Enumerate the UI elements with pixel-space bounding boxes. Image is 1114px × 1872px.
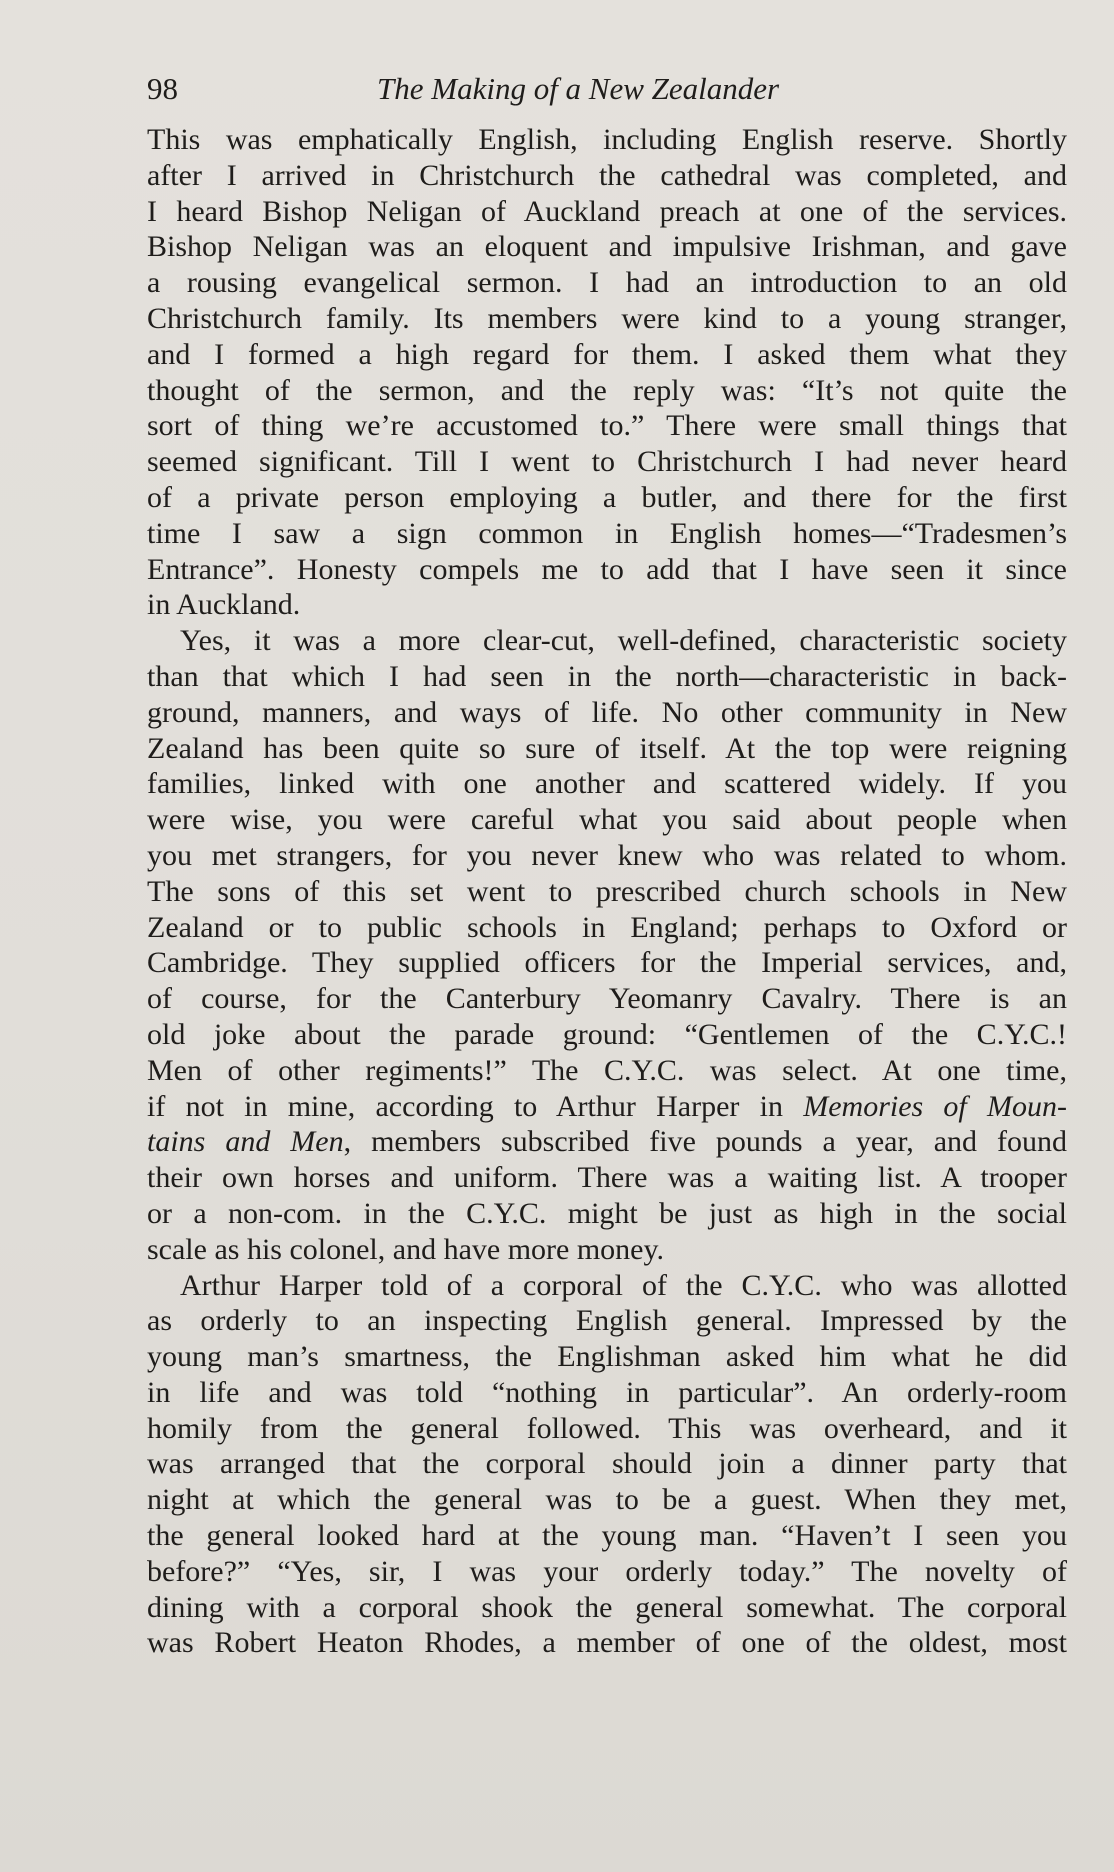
text-segment: if not in mine, according to Arthur Harper in [147, 1089, 804, 1123]
text-line: of a private person employing a butler, and there for the first [147, 480, 1067, 514]
text-line [147, 1089, 1067, 1125]
book-title-italic: Memories of Moun- [803, 1089, 1067, 1123]
text-line: time I saw a sign common in English homes—“Tradesmen’s [147, 516, 1067, 550]
book-title-italic: tains and Men [147, 1125, 344, 1159]
text-line: Men of other regiments!” The C.Y.C. was select. At one time, [147, 1053, 1067, 1087]
text-line: The sons of this set went to prescribed church schools in New [147, 874, 1067, 908]
text-line: than that which I had seen in the north—characteristic in back- [147, 659, 1067, 693]
text-line: thought of the sermon, and the reply was: “It’s not quite the [147, 373, 1067, 407]
text-line: seemed significant. Till I went to Christchurch I had never heard [147, 445, 1067, 479]
text-line: Entrance”. Honesty compels me to add that I have seen it since [147, 552, 1067, 586]
text-line: young man’s smartness, the Englishman asked him what he did [147, 1340, 1067, 1374]
text-line: This was emphatically English, including English reserve. Shortly [147, 123, 1067, 156]
running-head [147, 64, 1067, 114]
text-line: you met strangers, for you never knew who was related to whom. [147, 838, 1067, 872]
text-line: dining with a corporal shook the general somewhat. The corporal [147, 1590, 1067, 1624]
text-line: a rousing evangelical sermon. I had an introduction to an old [147, 266, 1067, 300]
text-segment: , members subscribed five pounds a year, and found [343, 1125, 1067, 1159]
text-line: Zealand or to public schools in England; perhaps to Oxford or [147, 910, 1067, 944]
text-line: night at which the general was to be a guest. When they met, [147, 1483, 1067, 1517]
text-line: Bishop Neligan was an eloquent and impulsive Irishman, and gave [147, 230, 1067, 264]
text-line: Yes, it was a more clear-cut, well-defined, characteristic society [180, 624, 1067, 658]
text-line: the general looked hard at the young man. “Haven’t I seen you [147, 1519, 1067, 1553]
running-title: The Making of a New Zealander [377, 71, 780, 106]
text-line: or a non-com. in the C.Y.C. might be just as high in the social [147, 1196, 1067, 1230]
text-line: after I arrived in Christchurch the cathedral was completed, and [147, 158, 1067, 192]
text-line: in life and was told “nothing in particular”. An orderly-room [147, 1375, 1067, 1409]
text-line: and I formed a high regard for them. I asked them what they [147, 337, 1067, 371]
text-line: Zealand has been quite so sure of itself. At the top were reigning [147, 731, 1067, 765]
text-line: I heard Bishop Neligan of Auckland preach at one of the services. [147, 194, 1067, 228]
text-line: their own horses and uniform. There was a waiting list. A trooper [147, 1161, 1067, 1195]
text-line: was Robert Heaton Rhodes, a member of one of the oldest, most [147, 1626, 1067, 1660]
page-number: 98 [147, 71, 178, 106]
body-text [147, 122, 1067, 1661]
text-line [147, 1124, 1067, 1160]
text-line: as orderly to an inspecting English general. Impressed by the [147, 1304, 1067, 1338]
text-line: were wise, you were careful what you said about people when [147, 803, 1067, 837]
text-line: homily from the general followed. This was overheard, and it [147, 1411, 1067, 1445]
text-line: scale as his colonel, and have more money. [147, 1232, 665, 1266]
text-line: old joke about the parade ground: “Gentlemen of the C.Y.C.! [147, 1017, 1067, 1051]
text-line: Cambridge. They supplied officers for the Imperial services, and, [147, 946, 1067, 980]
text-line: of course, for the Canterbury Yeomanry Cavalry. There is an [147, 982, 1067, 1016]
text-line: before?” “Yes, sir, I was your orderly today.” The novelty of [147, 1554, 1067, 1588]
text-line: was arranged that the corporal should join a dinner party that [147, 1447, 1067, 1481]
text-line: in Auckland. [147, 588, 301, 622]
text-line: Arthur Harper told of a corporal of the C.Y.C. who was allotted [180, 1268, 1067, 1302]
text-line: families, linked with one another and scattered widely. If you [147, 767, 1067, 801]
text-line: ground, manners, and ways of life. No other community in New [147, 695, 1067, 729]
text-line: sort of thing we’re accustomed to.” There were small things that [147, 409, 1067, 443]
text-line: Christchurch family. Its members were kind to a young stranger, [147, 301, 1067, 335]
